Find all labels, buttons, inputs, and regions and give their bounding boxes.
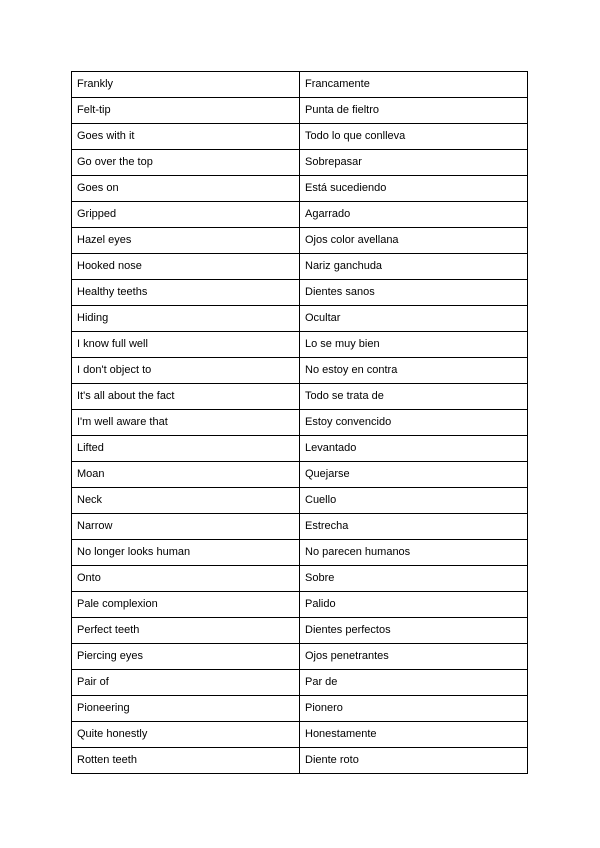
- english-term-cell: I don't object to: [72, 358, 300, 384]
- english-term-cell: Pair of: [72, 670, 300, 696]
- table-row: [72, 280, 528, 306]
- spanish-translation-cell: No parecen humanos: [300, 540, 528, 566]
- english-term-cell: Hazel eyes: [72, 228, 300, 254]
- spanish-translation-cell: Par de: [300, 670, 528, 696]
- vocabulary-table-body: [72, 72, 528, 774]
- english-term-cell: Moan: [72, 462, 300, 488]
- table-row: [72, 462, 528, 488]
- table-row: [72, 540, 528, 566]
- table-row: [72, 176, 528, 202]
- english-term-cell: Healthy teeths: [72, 280, 300, 306]
- spanish-translation-cell: Está sucediendo: [300, 176, 528, 202]
- spanish-translation-cell: Pionero: [300, 696, 528, 722]
- spanish-translation-cell: Estoy convencido: [300, 410, 528, 436]
- english-term-cell: Pale complexion: [72, 592, 300, 618]
- spanish-translation-cell: Nariz ganchuda: [300, 254, 528, 280]
- english-term-cell: Rotten teeth: [72, 748, 300, 774]
- table-row: [72, 124, 528, 150]
- table-row: [72, 358, 528, 384]
- table-row: [72, 644, 528, 670]
- english-term-cell: Go over the top: [72, 150, 300, 176]
- table-row: [72, 566, 528, 592]
- spanish-translation-cell: Sobre: [300, 566, 528, 592]
- table-row: [72, 332, 528, 358]
- english-term-cell: It's all about the fact: [72, 384, 300, 410]
- table-row: [72, 306, 528, 332]
- spanish-translation-cell: Ojos penetrantes: [300, 644, 528, 670]
- table-row: [72, 748, 528, 774]
- english-term-cell: No longer looks human: [72, 540, 300, 566]
- spanish-translation-cell: Dientes sanos: [300, 280, 528, 306]
- english-term-cell: Quite honestly: [72, 722, 300, 748]
- table-row: [72, 384, 528, 410]
- english-term-cell: Gripped: [72, 202, 300, 228]
- table-row: [72, 670, 528, 696]
- english-term-cell: Felt-tip: [72, 98, 300, 124]
- table-row: [72, 228, 528, 254]
- table-row: [72, 72, 528, 98]
- spanish-translation-cell: Ojos color avellana: [300, 228, 528, 254]
- english-term-cell: Goes on: [72, 176, 300, 202]
- english-term-cell: Narrow: [72, 514, 300, 540]
- table-row: [72, 514, 528, 540]
- english-term-cell: Perfect teeth: [72, 618, 300, 644]
- spanish-translation-cell: Honestamente: [300, 722, 528, 748]
- english-term-cell: I'm well aware that: [72, 410, 300, 436]
- english-term-cell: Hooked nose: [72, 254, 300, 280]
- english-term-cell: Hiding: [72, 306, 300, 332]
- english-term-cell: I know full well: [72, 332, 300, 358]
- spanish-translation-cell: Ocultar: [300, 306, 528, 332]
- table-row: [72, 618, 528, 644]
- spanish-translation-cell: No estoy en contra: [300, 358, 528, 384]
- spanish-translation-cell: Punta de fieltro: [300, 98, 528, 124]
- spanish-translation-cell: Quejarse: [300, 462, 528, 488]
- table-row: [72, 150, 528, 176]
- spanish-translation-cell: Estrecha: [300, 514, 528, 540]
- table-row: [72, 254, 528, 280]
- table-row: [72, 488, 528, 514]
- table-row: [72, 592, 528, 618]
- spanish-translation-cell: Dientes perfectos: [300, 618, 528, 644]
- vocabulary-table: [71, 71, 528, 774]
- spanish-translation-cell: Levantado: [300, 436, 528, 462]
- table-row: [72, 722, 528, 748]
- english-term-cell: Goes with it: [72, 124, 300, 150]
- spanish-translation-cell: Sobrepasar: [300, 150, 528, 176]
- spanish-translation-cell: Cuello: [300, 488, 528, 514]
- spanish-translation-cell: Francamente: [300, 72, 528, 98]
- english-term-cell: Neck: [72, 488, 300, 514]
- spanish-translation-cell: Agarrado: [300, 202, 528, 228]
- spanish-translation-cell: Diente roto: [300, 748, 528, 774]
- table-row: [72, 436, 528, 462]
- english-term-cell: Onto: [72, 566, 300, 592]
- english-term-cell: Lifted: [72, 436, 300, 462]
- english-term-cell: Piercing eyes: [72, 644, 300, 670]
- table-row: [72, 696, 528, 722]
- spanish-translation-cell: Lo se muy bien: [300, 332, 528, 358]
- spanish-translation-cell: Todo se trata de: [300, 384, 528, 410]
- table-row: [72, 98, 528, 124]
- spanish-translation-cell: Todo lo que conlleva: [300, 124, 528, 150]
- english-term-cell: Frankly: [72, 72, 300, 98]
- table-row: [72, 202, 528, 228]
- table-row: [72, 410, 528, 436]
- english-term-cell: Pioneering: [72, 696, 300, 722]
- spanish-translation-cell: Palido: [300, 592, 528, 618]
